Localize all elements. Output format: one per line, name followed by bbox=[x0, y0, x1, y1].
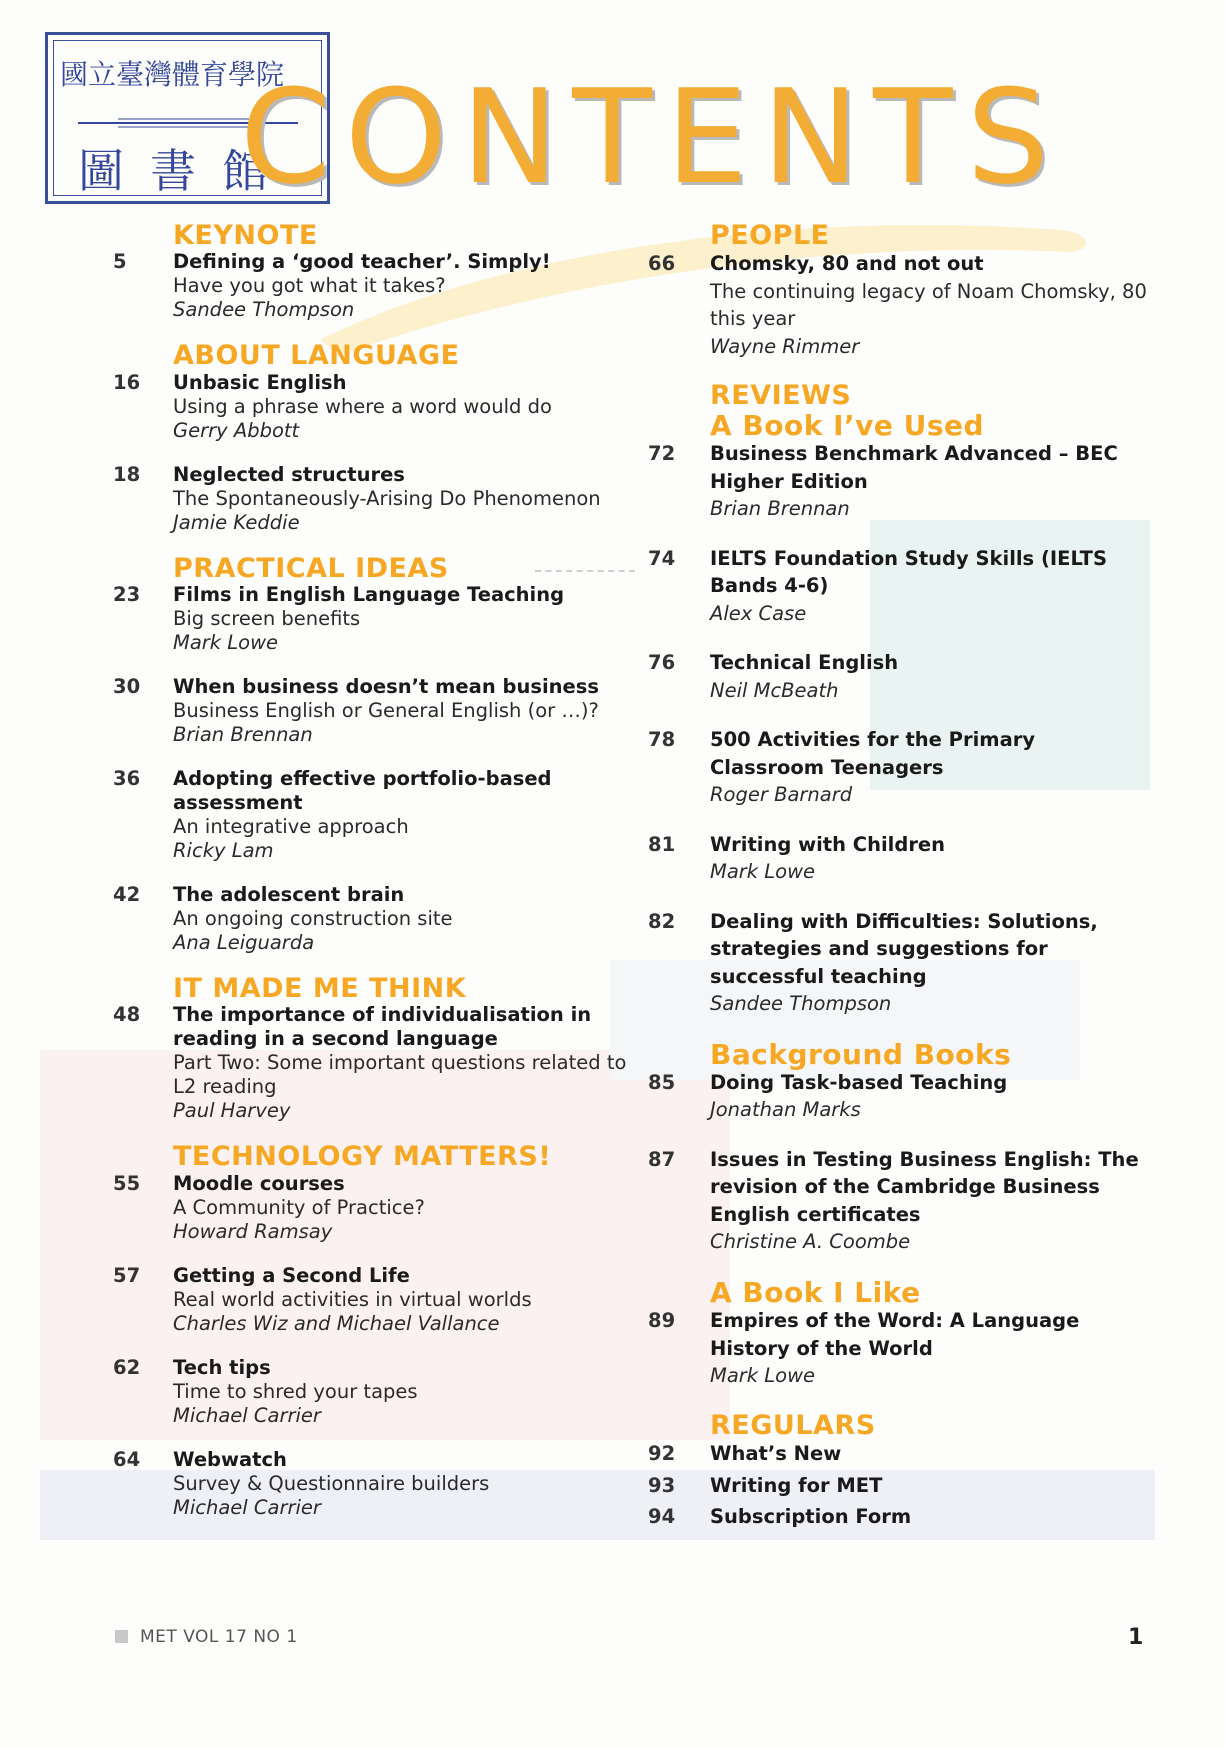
article-subtitle: Business English or General English (or …)? bbox=[173, 699, 599, 723]
page-number: 23 bbox=[113, 583, 141, 607]
section-heading: TECHNOLOGY MATTERS! bbox=[173, 1141, 552, 1173]
article-title: Adopting effective portfolio-based assessment bbox=[173, 767, 552, 815]
article-author: Brian Brennan bbox=[173, 723, 313, 747]
section-it-made-me-think bbox=[110, 975, 630, 1123]
toc-entry[interactable] bbox=[645, 1440, 1155, 1468]
page-number: 87 bbox=[648, 1147, 676, 1171]
page-number: 30 bbox=[113, 675, 141, 699]
article-author: Sandee Thompson bbox=[173, 298, 355, 322]
toc-entry[interactable] bbox=[645, 250, 1155, 360]
article-title: The adolescent brain bbox=[173, 883, 405, 907]
article-title: Getting a Second Life bbox=[173, 1263, 410, 1287]
section-technology-matters bbox=[110, 1143, 630, 1519]
toc-entry[interactable] bbox=[645, 1307, 1155, 1390]
article-author: Charles Wiz and Michael Vallance bbox=[173, 1311, 500, 1335]
article-author: Jonathan Marks bbox=[710, 1098, 861, 1122]
page-number: 72 bbox=[648, 442, 676, 466]
article-author: Jamie Keddie bbox=[173, 510, 300, 534]
right-column bbox=[645, 222, 1155, 1545]
article-author: Mark Lowe bbox=[710, 860, 816, 884]
article-title: When business doesn’t mean business bbox=[173, 675, 599, 699]
page-number: 57 bbox=[113, 1263, 141, 1287]
section-reviews bbox=[645, 382, 1155, 1017]
footer-square-icon bbox=[115, 1630, 128, 1643]
page-number: 48 bbox=[113, 1003, 141, 1027]
toc-entry[interactable] bbox=[645, 1503, 1155, 1531]
toc-entry[interactable] bbox=[645, 1146, 1155, 1256]
article-title: The importance of individualisation in reading in a second language bbox=[173, 1003, 592, 1051]
section-heading: ABOUT LANGUAGE bbox=[173, 340, 460, 372]
section-keynote bbox=[110, 222, 630, 322]
stamp-library-label: 圖書館 bbox=[78, 144, 294, 198]
page-number: 62 bbox=[113, 1355, 141, 1379]
article-author: Mark Lowe bbox=[710, 1364, 816, 1388]
article-title: Writing for MET bbox=[710, 1473, 883, 1497]
article-title: Chomsky, 80 and not out bbox=[710, 252, 984, 276]
article-author: Michael Carrier bbox=[173, 1403, 321, 1427]
toc-entry[interactable] bbox=[645, 1472, 1155, 1500]
toc-entry[interactable] bbox=[645, 649, 1155, 704]
article-author: Brian Brennan bbox=[710, 497, 850, 521]
article-title: Issues in Testing Business English: The revision of the Cambridge Business English certificates bbox=[710, 1147, 1139, 1226]
toc-entry[interactable] bbox=[110, 767, 630, 863]
toc-entry[interactable] bbox=[645, 545, 1155, 628]
section-heading: REGULARS bbox=[710, 1409, 876, 1441]
article-author: Paul Harvey bbox=[173, 1099, 291, 1123]
article-title: 500 Activities for the Primary Classroom Teenagers bbox=[710, 728, 1036, 779]
article-title: Business Benchmark Advanced – BEC Higher Edition bbox=[710, 442, 1118, 493]
toc-entry[interactable] bbox=[110, 1172, 630, 1244]
toc-entry[interactable] bbox=[645, 440, 1155, 523]
article-author: Alex Case bbox=[710, 601, 807, 625]
page-number: 55 bbox=[113, 1171, 141, 1195]
section-heading: REVIEWS bbox=[710, 380, 852, 412]
article-author: Howard Ramsay bbox=[173, 1219, 333, 1243]
toc-entry[interactable] bbox=[110, 250, 630, 322]
section-a-book-i-like bbox=[645, 1275, 1155, 1390]
section-heading: A Book I Like bbox=[710, 1275, 921, 1309]
page-number: 16 bbox=[113, 370, 141, 394]
article-subtitle: Real world activities in virtual worlds bbox=[173, 1287, 532, 1311]
page-number: 18 bbox=[113, 462, 141, 486]
page-number: 42 bbox=[113, 883, 141, 907]
article-title: Tech tips bbox=[173, 1355, 271, 1379]
article-author: Michael Carrier bbox=[173, 1495, 321, 1519]
article-title: Subscription Form bbox=[710, 1505, 912, 1529]
toc-entry[interactable] bbox=[110, 1264, 630, 1336]
section-heading: PEOPLE bbox=[710, 220, 830, 251]
section-background-books bbox=[645, 1037, 1155, 1256]
toc-entry[interactable] bbox=[110, 463, 630, 535]
page-number: 82 bbox=[648, 909, 676, 933]
article-subtitle: The continuing legacy of Noam Chomsky, 80 this year bbox=[710, 279, 1147, 331]
section-heading: KEYNOTE bbox=[173, 220, 318, 251]
page-number: 81 bbox=[648, 832, 676, 856]
toc-entry[interactable] bbox=[645, 726, 1155, 809]
page-number: 66 bbox=[648, 252, 676, 276]
page-number-footer: 1 bbox=[1128, 1625, 1144, 1650]
toc-entry[interactable] bbox=[110, 1448, 630, 1520]
toc-entry[interactable] bbox=[110, 883, 630, 955]
section-heading: IT MADE ME THINK bbox=[173, 973, 467, 1005]
article-title: Empires of the Word: A Language History of the World bbox=[710, 1309, 1080, 1360]
article-title: Technical English bbox=[710, 651, 899, 675]
toc-entry[interactable] bbox=[110, 1003, 630, 1123]
page-number: 74 bbox=[648, 546, 676, 570]
stamp-institution-name: 國立臺灣體育學院 bbox=[60, 58, 285, 91]
toc-entry[interactable] bbox=[645, 1069, 1155, 1124]
article-title: Doing Task-based Teaching bbox=[710, 1070, 1008, 1094]
article-title: Defining a ‘good teacher’. Simply! bbox=[173, 250, 551, 274]
issue-label: MET VOL 17 NO 1 bbox=[140, 1627, 298, 1647]
page-number: 94 bbox=[648, 1505, 676, 1529]
page-title: CONTENTS bbox=[240, 61, 1064, 213]
article-subtitle: Part Two: Some important questions related to L2 reading bbox=[173, 1051, 627, 1099]
toc-entry[interactable] bbox=[110, 371, 630, 443]
article-subtitle: Time to shred your tapes bbox=[173, 1379, 418, 1403]
article-author: Christine A. Coombe bbox=[710, 1230, 911, 1254]
left-column bbox=[110, 222, 630, 1540]
section-subheading: A Book I’ve Used bbox=[710, 408, 985, 442]
article-author: Neil McBeath bbox=[710, 678, 839, 702]
article-author: Ricky Lam bbox=[173, 839, 274, 863]
article-title: Neglected structures bbox=[173, 462, 405, 486]
section-about-language bbox=[110, 342, 630, 534]
article-title: Films in English Language Teaching bbox=[173, 583, 565, 607]
page-number: 5 bbox=[113, 250, 127, 274]
article-author: Sandee Thompson bbox=[710, 992, 892, 1016]
article-subtitle: Have you got what it takes? bbox=[173, 274, 446, 298]
toc-entry[interactable] bbox=[645, 908, 1155, 1018]
page-number: 85 bbox=[648, 1070, 676, 1094]
article-subtitle: Using a phrase where a word would do bbox=[173, 394, 552, 418]
article-author: Wayne Rimmer bbox=[710, 334, 860, 358]
section-people bbox=[645, 222, 1155, 360]
section-regulars bbox=[645, 1409, 1155, 1531]
page-number: 89 bbox=[648, 1309, 676, 1333]
toc-entry[interactable] bbox=[645, 831, 1155, 886]
page-number: 64 bbox=[113, 1447, 141, 1471]
article-title: Unbasic English bbox=[173, 370, 347, 394]
article-subtitle: An integrative approach bbox=[173, 815, 409, 839]
article-title: Writing with Children bbox=[710, 832, 946, 856]
page-number: 93 bbox=[648, 1473, 676, 1497]
article-subtitle: A Community of Practice? bbox=[173, 1195, 425, 1219]
article-author: Roger Barnard bbox=[710, 783, 853, 807]
article-author: Ana Leiguarda bbox=[173, 931, 315, 955]
page-number: 92 bbox=[648, 1442, 676, 1466]
article-title: Webwatch bbox=[173, 1447, 287, 1471]
article-title: Moodle courses bbox=[173, 1171, 345, 1195]
toc-entry[interactable] bbox=[110, 1356, 630, 1428]
article-subtitle: An ongoing construction site bbox=[173, 907, 453, 931]
section-practical-ideas bbox=[110, 552, 630, 955]
article-author: Mark Lowe bbox=[173, 631, 279, 655]
page-number: 76 bbox=[648, 651, 676, 675]
article-author: Gerry Abbott bbox=[173, 418, 300, 442]
section-heading: Background Books bbox=[710, 1037, 1012, 1071]
article-subtitle: Survey & Questionnaire builders bbox=[173, 1471, 490, 1495]
article-subtitle: The Spontaneously-Arising Do Phenomenon bbox=[173, 486, 601, 510]
page-number: 78 bbox=[648, 728, 676, 752]
article-subtitle: Big screen benefits bbox=[173, 607, 361, 631]
article-title: What’s New bbox=[710, 1442, 842, 1466]
toc-entry[interactable] bbox=[110, 583, 630, 655]
page-number: 36 bbox=[113, 767, 141, 791]
section-heading: PRACTICAL IDEAS bbox=[173, 552, 449, 584]
article-title: IELTS Foundation Study Skills (IELTS Bands 4-6) bbox=[710, 546, 1107, 598]
toc-entry[interactable] bbox=[110, 675, 630, 747]
article-title: Dealing with Difficulties: Solutions, strategies and suggestions for successful teaching bbox=[710, 909, 1098, 988]
